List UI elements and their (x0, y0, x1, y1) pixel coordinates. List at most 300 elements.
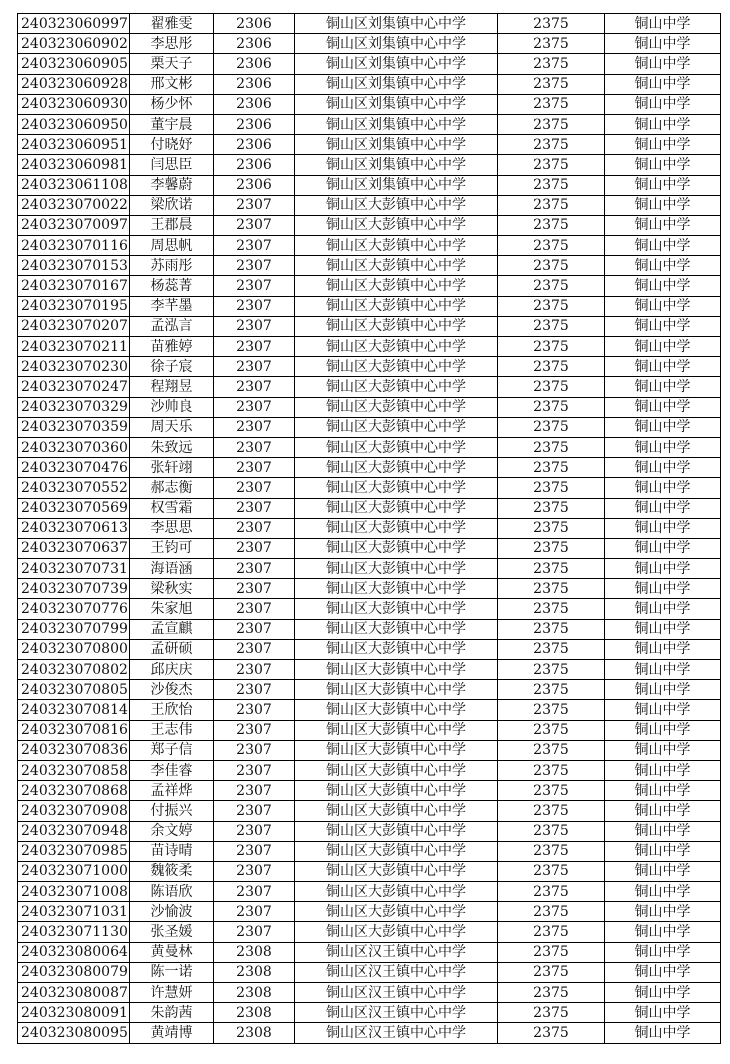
student-name-cell: 周思帆 (130, 236, 214, 256)
school-name-cell: 铜山区汉王镇中心中学 (295, 1023, 498, 1043)
student-name-cell: 黄曼林 (130, 942, 214, 962)
admit-school-cell: 铜山中学 (605, 377, 721, 397)
student-name-cell: 王欣怡 (130, 700, 214, 720)
school-name-cell: 铜山区刘集镇中心中学 (295, 155, 498, 175)
school-name-cell: 铜山区大彭镇中心中学 (295, 195, 498, 215)
exam-id-cell: 240323060930 (18, 94, 130, 114)
table-row (18, 316, 721, 336)
school-code-cell: 2306 (214, 135, 295, 155)
exam-id-cell: 240323070799 (18, 619, 130, 639)
student-name-cell: 许慧妍 (130, 983, 214, 1003)
admit-school-cell: 铜山中学 (605, 559, 721, 579)
table-row (18, 397, 721, 417)
table-row (18, 1003, 721, 1023)
school-name-cell: 铜山区刘集镇中心中学 (295, 114, 498, 134)
school-name-cell: 铜山区大彭镇中心中学 (295, 680, 498, 700)
admit-code-cell: 2375 (498, 215, 605, 235)
table-row (18, 437, 721, 457)
admit-school-cell: 铜山中学 (605, 660, 721, 680)
table-row (18, 135, 721, 155)
admit-code-cell: 2375 (498, 74, 605, 94)
admit-code-cell: 2375 (498, 700, 605, 720)
table-row (18, 861, 721, 881)
exam-id-cell: 240323060951 (18, 135, 130, 155)
admit-school-cell: 铜山中学 (605, 337, 721, 357)
student-name-cell: 梁秋实 (130, 579, 214, 599)
admit-school-cell: 铜山中学 (605, 74, 721, 94)
school-name-cell: 铜山区刘集镇中心中学 (295, 74, 498, 94)
table-row (18, 720, 721, 740)
admit-school-cell: 铜山中学 (605, 942, 721, 962)
table-row (18, 760, 721, 780)
student-name-cell: 陈语欣 (130, 882, 214, 902)
school-code-cell: 2308 (214, 942, 295, 962)
school-code-cell: 2307 (214, 518, 295, 538)
school-name-cell: 铜山区刘集镇中心中学 (295, 34, 498, 54)
school-code-cell: 2307 (214, 437, 295, 457)
student-name-cell: 朱致远 (130, 437, 214, 457)
admit-school-cell: 铜山中学 (605, 276, 721, 296)
admit-code-cell: 2375 (498, 417, 605, 437)
exam-id-cell: 240323080095 (18, 1023, 130, 1043)
school-code-cell: 2308 (214, 962, 295, 982)
school-name-cell: 铜山区大彭镇中心中学 (295, 619, 498, 639)
admit-school-cell: 铜山中学 (605, 357, 721, 377)
exam-id-cell: 240323080087 (18, 983, 130, 1003)
school-code-cell: 2307 (214, 700, 295, 720)
school-name-cell: 铜山区汉王镇中心中学 (295, 983, 498, 1003)
school-code-cell: 2307 (214, 256, 295, 276)
admit-code-cell: 2375 (498, 296, 605, 316)
school-name-cell: 铜山区大彭镇中心中学 (295, 215, 498, 235)
admit-code-cell: 2375 (498, 135, 605, 155)
school-name-cell: 铜山区大彭镇中心中学 (295, 437, 498, 457)
exam-id-cell: 240323070359 (18, 417, 130, 437)
student-name-cell: 张轩翊 (130, 458, 214, 478)
admit-code-cell: 2375 (498, 114, 605, 134)
admit-school-cell: 铜山中学 (605, 518, 721, 538)
student-name-cell: 苗诗晴 (130, 841, 214, 861)
school-code-cell: 2307 (214, 296, 295, 316)
admit-code-cell: 2375 (498, 478, 605, 498)
admit-code-cell: 2375 (498, 458, 605, 478)
exam-id-cell: 240323060950 (18, 114, 130, 134)
admit-code-cell: 2375 (498, 882, 605, 902)
exam-id-cell: 240323070476 (18, 458, 130, 478)
table-row (18, 458, 721, 478)
admit-code-cell: 2375 (498, 801, 605, 821)
school-code-cell: 2307 (214, 660, 295, 680)
table-row (18, 236, 721, 256)
school-name-cell: 铜山区大彭镇中心中学 (295, 559, 498, 579)
school-name-cell: 铜山区大彭镇中心中学 (295, 841, 498, 861)
school-code-cell: 2307 (214, 276, 295, 296)
admit-school-cell: 铜山中学 (605, 781, 721, 801)
student-name-cell: 徐子宸 (130, 357, 214, 377)
student-name-cell: 周天乐 (130, 417, 214, 437)
school-name-cell: 铜山区刘集镇中心中学 (295, 175, 498, 195)
admit-code-cell: 2375 (498, 397, 605, 417)
admit-code-cell: 2375 (498, 14, 605, 34)
exam-id-cell: 240323070247 (18, 377, 130, 397)
admit-school-cell: 铜山中学 (605, 14, 721, 34)
school-name-cell: 铜山区刘集镇中心中学 (295, 54, 498, 74)
admit-school-cell: 铜山中学 (605, 579, 721, 599)
school-name-cell: 铜山区大彭镇中心中学 (295, 882, 498, 902)
table-row (18, 1023, 721, 1043)
admit-code-cell: 2375 (498, 236, 605, 256)
admit-code-cell: 2375 (498, 538, 605, 558)
table-row (18, 781, 721, 801)
student-name-cell: 张圣媛 (130, 922, 214, 942)
admit-code-cell: 2375 (498, 962, 605, 982)
school-name-cell: 铜山区刘集镇中心中学 (295, 135, 498, 155)
exam-id-cell: 240323070985 (18, 841, 130, 861)
student-name-cell: 付振兴 (130, 801, 214, 821)
student-name-cell: 梁欣诺 (130, 195, 214, 215)
table-row (18, 337, 721, 357)
table-row (18, 962, 721, 982)
school-code-cell: 2307 (214, 902, 295, 922)
table-row (18, 599, 721, 619)
admit-school-cell: 铜山中学 (605, 841, 721, 861)
student-name-cell: 魏筱柔 (130, 861, 214, 881)
admit-code-cell: 2375 (498, 518, 605, 538)
school-code-cell: 2308 (214, 983, 295, 1003)
table-row (18, 175, 721, 195)
school-code-cell: 2307 (214, 417, 295, 437)
student-name-cell: 苏雨彤 (130, 256, 214, 276)
admit-code-cell: 2375 (498, 619, 605, 639)
admit-code-cell: 2375 (498, 760, 605, 780)
school-code-cell: 2307 (214, 559, 295, 579)
school-code-cell: 2307 (214, 458, 295, 478)
admit-code-cell: 2375 (498, 599, 605, 619)
student-name-cell: 李思思 (130, 518, 214, 538)
school-name-cell: 铜山区大彭镇中心中学 (295, 256, 498, 276)
admit-school-cell: 铜山中学 (605, 599, 721, 619)
admit-code-cell: 2375 (498, 639, 605, 659)
exam-id-cell: 240323060981 (18, 155, 130, 175)
school-code-cell: 2306 (214, 14, 295, 34)
exam-id-cell: 240323071000 (18, 861, 130, 881)
student-name-cell: 朱家旭 (130, 599, 214, 619)
student-name-cell: 孟祥烨 (130, 781, 214, 801)
school-code-cell: 2307 (214, 316, 295, 336)
student-name-cell: 陈一诺 (130, 962, 214, 982)
school-code-cell: 2308 (214, 1003, 295, 1023)
student-name-cell: 付晓妤 (130, 135, 214, 155)
admit-code-cell: 2375 (498, 740, 605, 760)
table-row (18, 801, 721, 821)
admit-school-cell: 铜山中学 (605, 619, 721, 639)
student-name-cell: 李佳睿 (130, 760, 214, 780)
school-name-cell: 铜山区大彭镇中心中学 (295, 337, 498, 357)
exam-id-cell: 240323070022 (18, 195, 130, 215)
admit-school-cell: 铜山中学 (605, 417, 721, 437)
admit-code-cell: 2375 (498, 781, 605, 801)
table-row (18, 74, 721, 94)
student-name-cell: 苗雅婷 (130, 337, 214, 357)
school-code-cell: 2306 (214, 54, 295, 74)
school-name-cell: 铜山区大彭镇中心中学 (295, 720, 498, 740)
student-name-cell: 海语涵 (130, 559, 214, 579)
table-row (18, 94, 721, 114)
admit-school-cell: 铜山中学 (605, 538, 721, 558)
school-code-cell: 2307 (214, 357, 295, 377)
exam-id-cell: 240323070167 (18, 276, 130, 296)
school-name-cell: 铜山区大彭镇中心中学 (295, 922, 498, 942)
student-name-cell: 沙愉波 (130, 902, 214, 922)
student-name-cell: 王郡晨 (130, 215, 214, 235)
student-name-cell: 李馨蔚 (130, 175, 214, 195)
table-row (18, 54, 721, 74)
school-name-cell: 铜山区大彭镇中心中学 (295, 781, 498, 801)
admit-school-cell: 铜山中学 (605, 983, 721, 1003)
exam-id-cell: 240323080064 (18, 942, 130, 962)
admit-school-cell: 铜山中学 (605, 760, 721, 780)
table-row (18, 276, 721, 296)
admit-code-cell: 2375 (498, 680, 605, 700)
exam-id-cell: 240323070731 (18, 559, 130, 579)
school-code-cell: 2307 (214, 337, 295, 357)
school-name-cell: 铜山区大彭镇中心中学 (295, 599, 498, 619)
school-code-cell: 2307 (214, 639, 295, 659)
school-code-cell: 2307 (214, 861, 295, 881)
admit-code-cell: 2375 (498, 357, 605, 377)
school-name-cell: 铜山区大彭镇中心中学 (295, 296, 498, 316)
table-row (18, 841, 721, 861)
school-name-cell: 铜山区大彭镇中心中学 (295, 740, 498, 760)
school-name-cell: 铜山区大彭镇中心中学 (295, 397, 498, 417)
school-name-cell: 铜山区汉王镇中心中学 (295, 1003, 498, 1023)
school-code-cell: 2307 (214, 619, 295, 639)
table-row (18, 357, 721, 377)
school-code-cell: 2306 (214, 155, 295, 175)
school-code-cell: 2307 (214, 215, 295, 235)
admit-school-cell: 铜山中学 (605, 680, 721, 700)
exam-id-cell: 240323070858 (18, 760, 130, 780)
school-code-cell: 2307 (214, 922, 295, 942)
table-row (18, 922, 721, 942)
admit-school-cell: 铜山中学 (605, 135, 721, 155)
school-name-cell: 铜山区大彭镇中心中学 (295, 417, 498, 437)
table-row (18, 256, 721, 276)
admit-code-cell: 2375 (498, 94, 605, 114)
school-name-cell: 铜山区大彭镇中心中学 (295, 660, 498, 680)
exam-id-cell: 240323070805 (18, 680, 130, 700)
student-name-cell: 栗天子 (130, 54, 214, 74)
school-name-cell: 铜山区大彭镇中心中学 (295, 700, 498, 720)
school-code-cell: 2306 (214, 114, 295, 134)
table-row (18, 902, 721, 922)
school-name-cell: 铜山区大彭镇中心中学 (295, 458, 498, 478)
admit-school-cell: 铜山中学 (605, 639, 721, 659)
admit-code-cell: 2375 (498, 942, 605, 962)
table-row (18, 639, 721, 659)
table-row (18, 619, 721, 639)
table-row (18, 155, 721, 175)
student-name-cell: 孟泓言 (130, 316, 214, 336)
admit-school-cell: 铜山中学 (605, 155, 721, 175)
exam-id-cell: 240323070230 (18, 357, 130, 377)
admit-school-cell: 铜山中学 (605, 34, 721, 54)
admit-code-cell: 2375 (498, 922, 605, 942)
admit-school-cell: 铜山中学 (605, 397, 721, 417)
student-name-cell: 邱庆庆 (130, 660, 214, 680)
exam-id-cell: 240323070800 (18, 639, 130, 659)
table-row (18, 498, 721, 518)
school-name-cell: 铜山区汉王镇中心中学 (295, 942, 498, 962)
school-code-cell: 2306 (214, 175, 295, 195)
table-row (18, 559, 721, 579)
school-name-cell: 铜山区汉王镇中心中学 (295, 962, 498, 982)
table-row (18, 215, 721, 235)
school-name-cell: 铜山区大彭镇中心中学 (295, 498, 498, 518)
exam-id-cell: 240323070802 (18, 660, 130, 680)
admit-school-cell: 铜山中学 (605, 195, 721, 215)
exam-id-cell: 240323060997 (18, 14, 130, 34)
student-name-cell: 余文婷 (130, 821, 214, 841)
student-name-cell: 邢文彬 (130, 74, 214, 94)
admit-school-cell: 铜山中学 (605, 1023, 721, 1043)
admit-school-cell: 铜山中学 (605, 720, 721, 740)
school-code-cell: 2306 (214, 34, 295, 54)
admit-code-cell: 2375 (498, 54, 605, 74)
school-code-cell: 2307 (214, 841, 295, 861)
student-name-cell: 郑子信 (130, 740, 214, 760)
exam-id-cell: 240323070776 (18, 599, 130, 619)
exam-id-cell: 240323070552 (18, 478, 130, 498)
school-code-cell: 2307 (214, 579, 295, 599)
exam-id-cell: 240323070816 (18, 720, 130, 740)
school-name-cell: 铜山区大彭镇中心中学 (295, 316, 498, 336)
exam-id-cell: 240323060928 (18, 74, 130, 94)
school-code-cell: 2307 (214, 236, 295, 256)
school-code-cell: 2307 (214, 498, 295, 518)
exam-id-cell: 240323070908 (18, 801, 130, 821)
admit-code-cell: 2375 (498, 437, 605, 457)
admit-code-cell: 2375 (498, 34, 605, 54)
table-row (18, 700, 721, 720)
exam-id-cell: 240323070637 (18, 538, 130, 558)
school-name-cell: 铜山区刘集镇中心中学 (295, 14, 498, 34)
student-name-cell: 孟宣麒 (130, 619, 214, 639)
school-code-cell: 2307 (214, 397, 295, 417)
student-name-cell: 黄靖博 (130, 1023, 214, 1043)
admit-code-cell: 2375 (498, 841, 605, 861)
school-code-cell: 2306 (214, 94, 295, 114)
admit-code-cell: 2375 (498, 155, 605, 175)
admit-school-cell: 铜山中学 (605, 882, 721, 902)
exam-id-cell: 240323071031 (18, 902, 130, 922)
exam-id-cell: 240323070329 (18, 397, 130, 417)
admit-school-cell: 铜山中学 (605, 478, 721, 498)
table-row (18, 478, 721, 498)
student-name-cell: 董宇晨 (130, 114, 214, 134)
admit-school-cell: 铜山中学 (605, 215, 721, 235)
student-name-cell: 王钧可 (130, 538, 214, 558)
student-name-cell: 翟雅雯 (130, 14, 214, 34)
table-row (18, 296, 721, 316)
table-row (18, 377, 721, 397)
student-name-cell: 沙俊杰 (130, 680, 214, 700)
admit-code-cell: 2375 (498, 559, 605, 579)
school-name-cell: 铜山区大彭镇中心中学 (295, 276, 498, 296)
admit-code-cell: 2375 (498, 377, 605, 397)
school-code-cell: 2307 (214, 377, 295, 397)
admit-code-cell: 2375 (498, 1023, 605, 1043)
admit-school-cell: 铜山中学 (605, 94, 721, 114)
admit-school-cell: 铜山中学 (605, 114, 721, 134)
school-name-cell: 铜山区大彭镇中心中学 (295, 236, 498, 256)
school-name-cell: 铜山区大彭镇中心中学 (295, 357, 498, 377)
school-code-cell: 2307 (214, 538, 295, 558)
table-row (18, 882, 721, 902)
exam-id-cell: 240323070211 (18, 337, 130, 357)
table-row (18, 740, 721, 760)
admit-school-cell: 铜山中学 (605, 498, 721, 518)
exam-id-cell: 240323070195 (18, 296, 130, 316)
admit-school-cell: 铜山中学 (605, 296, 721, 316)
admit-school-cell: 铜山中学 (605, 922, 721, 942)
admit-code-cell: 2375 (498, 821, 605, 841)
admit-code-cell: 2375 (498, 316, 605, 336)
admit-code-cell: 2375 (498, 902, 605, 922)
admit-school-cell: 铜山中学 (605, 175, 721, 195)
exam-id-cell: 240323070360 (18, 437, 130, 457)
exam-id-cell: 240323070207 (18, 316, 130, 336)
table-row (18, 14, 721, 34)
admit-school-cell: 铜山中学 (605, 316, 721, 336)
school-code-cell: 2307 (214, 760, 295, 780)
admit-code-cell: 2375 (498, 337, 605, 357)
school-name-cell: 铜山区大彭镇中心中学 (295, 478, 498, 498)
table-body (18, 14, 721, 1044)
admit-school-cell: 铜山中学 (605, 458, 721, 478)
table-row (18, 983, 721, 1003)
student-name-cell: 孟研硕 (130, 639, 214, 659)
student-name-cell: 程翔昱 (130, 377, 214, 397)
school-code-cell: 2307 (214, 478, 295, 498)
table-row (18, 538, 721, 558)
table-row (18, 34, 721, 54)
student-name-cell: 权雪霜 (130, 498, 214, 518)
school-code-cell: 2308 (214, 1023, 295, 1043)
exam-id-cell: 240323071130 (18, 922, 130, 942)
admit-school-cell: 铜山中学 (605, 236, 721, 256)
table-row (18, 579, 721, 599)
school-code-cell: 2307 (214, 821, 295, 841)
student-name-cell: 李思彤 (130, 34, 214, 54)
exam-id-cell: 240323060905 (18, 54, 130, 74)
school-name-cell: 铜山区大彭镇中心中学 (295, 579, 498, 599)
admit-school-cell: 铜山中学 (605, 821, 721, 841)
student-name-cell: 朱韵茜 (130, 1003, 214, 1023)
exam-id-cell: 240323080091 (18, 1003, 130, 1023)
admit-school-cell: 铜山中学 (605, 437, 721, 457)
admit-code-cell: 2375 (498, 1003, 605, 1023)
school-code-cell: 2307 (214, 599, 295, 619)
student-name-cell: 杨少怀 (130, 94, 214, 114)
admit-school-cell: 铜山中学 (605, 1003, 721, 1023)
admit-school-cell: 铜山中学 (605, 54, 721, 74)
admit-code-cell: 2375 (498, 498, 605, 518)
school-code-cell: 2307 (214, 801, 295, 821)
exam-id-cell: 240323070868 (18, 781, 130, 801)
admit-school-cell: 铜山中学 (605, 801, 721, 821)
admission-table (17, 13, 721, 1044)
